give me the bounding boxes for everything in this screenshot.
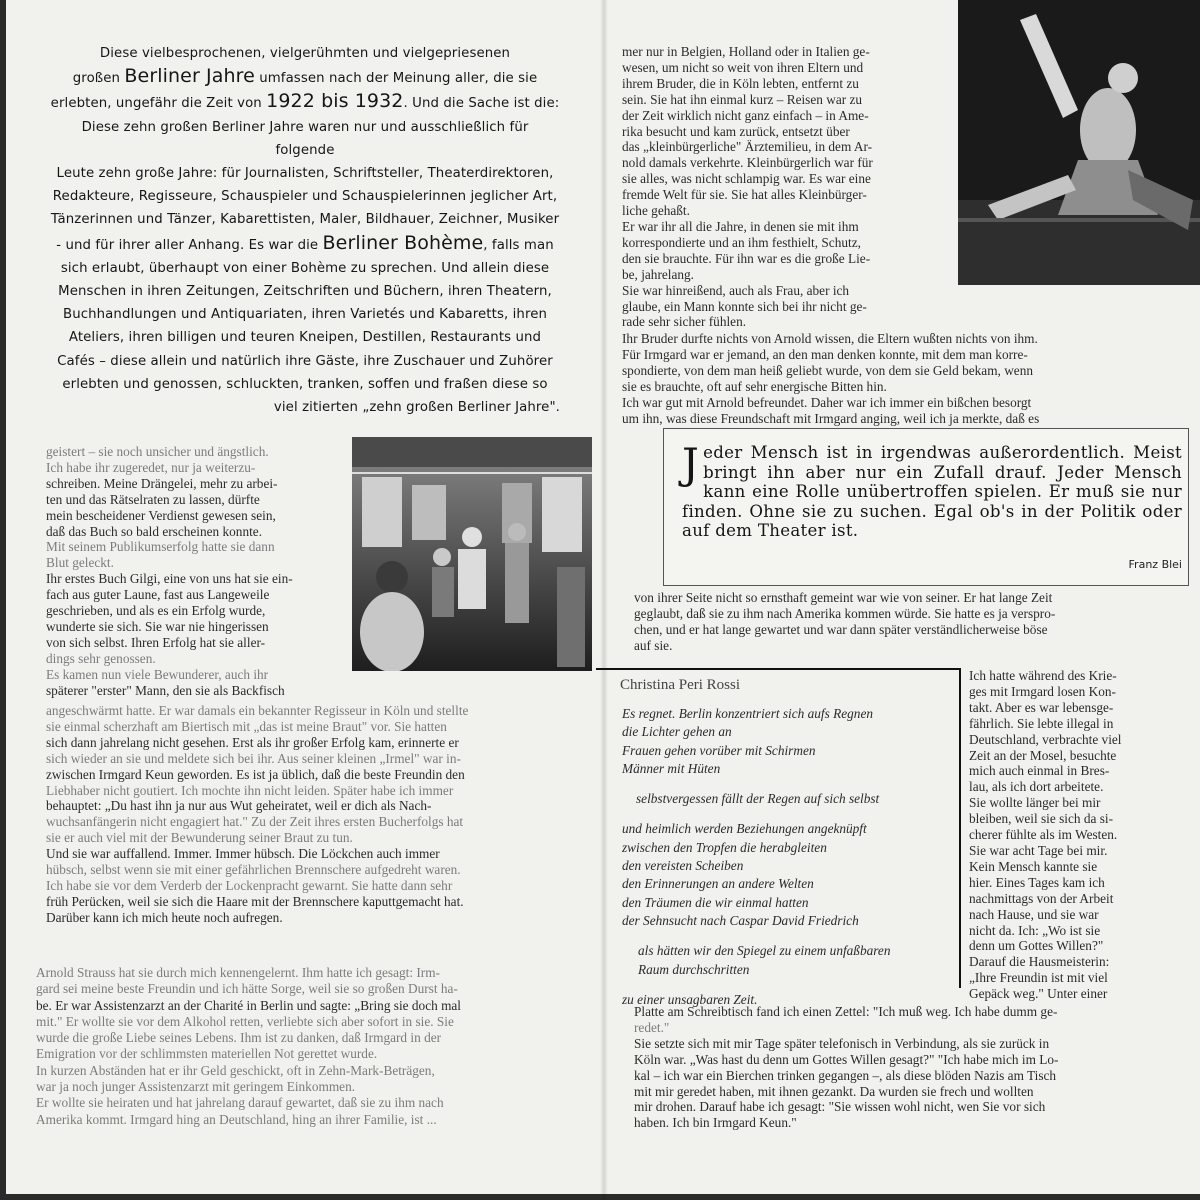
text-line: Kein Mensch kannte sie [969,858,1098,874]
text-line: lau, als ich dort arbeitete. [969,779,1104,795]
text-line: mit mir geredet haben, mit ihnen gezankt. Da wurden sie frech und wollten [634,1083,1034,1099]
text-line: der Zeit wirklich nicht ganz einfach – in Ame- [622,107,869,123]
poem-line: den vereisten Scheiben [622,858,744,874]
text-line: be, jahrelang. [622,266,694,282]
text-line: Darüber kann ich mich heute noch aufregen. [46,909,283,925]
quote-text: Jeder Mensch ist in irgendwas außerordentlich. Meist bringt ihn aber nur ein Zufall drauf. Jeder Mensch kann eine Rolle unübertroffen spielen. Er muß sie nur finden. Ohne sie zu suchen. Egal ob's in der Politik oder auf dem Theater ist. [682,439,1182,541]
text-line: cherer fühlte als im Westen. [969,827,1118,843]
text-line: Deutschland, verbrachte viel [969,731,1122,747]
text-line: Gepäck weg." Unter einer [969,986,1108,1002]
text-line: wunderte sie sich. Sie war nie hingerissen [46,618,269,634]
left-column-middle [46,703,586,926]
text-line: redet." [634,1019,670,1035]
text-line: sie einmal scherzhaft am Biertisch mit „das ist meine Braut" vor. Sie hatten [46,718,447,734]
text-line: dings sehr genossen. [46,650,156,666]
tram-photo-art [352,437,592,671]
text-line: Arnold Strauss hat sie durch mich kennengelernt. Ihm hatte ich gesagt: Irm- [36,965,440,980]
text-line: haben. Ich bin Irmgard Keun." [634,1115,797,1131]
text-line: sich wieder an sie und meldete sich bei ihr. Aus seiner kleinen „Irmel" war in- [46,750,461,766]
right-column-bottom [634,1004,1164,1131]
quote-initial: J [682,439,700,488]
page-fold [600,0,608,1200]
text-line: korrespondierte und an ihm festhielt, Schutz, [622,234,861,250]
quote-author: Franz Blei [1128,558,1182,571]
text-line: chen, und er hat lange gewartet und war dann später verständlicherweise böse [634,621,1048,637]
poem-line: Frauen gehen vorüber mit Schirmen [622,742,816,758]
headline-line: Diese zehn großen Berliner Jahre waren nur und ausschließlich für folgende [81,119,529,158]
poem-line: selbstvergessen fällt der Regen auf sich selbst [636,791,880,807]
left-column-top [46,444,342,699]
text-line: Er wollte sie heiraten und hat jahrelang darauf gewartet, daß sie zu ihm nach [36,1095,444,1111]
text-line: geistert – sie noch unsicher und ängstlich. [46,444,269,459]
headline-line: Leute zehn große Jahre: für Journalisten, Schriftsteller, Theaterdirektoren, [56,166,554,182]
text-line: schreiben. Meine Drängelei, mehr zu arbei- [46,475,278,491]
text-line: Es kamen nun viele Bewunderer, auch ihr [46,666,269,682]
text-line: zwischen Irmgard Keun geworden. Es ist ja üblich, daß die beste Freundin den [46,766,465,782]
poem-line: und heimlich werden Beziehungen angeknüpft [622,821,867,837]
quote-box [663,428,1189,586]
headline-line: sich erlaubt, überhaupt von einer Bohème zu sprechen. Und allein diese [60,260,550,276]
headline-line: erlebten und genossen, schluckten, tranken, soffen und fraßen diese so [62,376,548,392]
text-line: sich dann jahrelang nicht gesehen. Erst als ihr großer Erfolg kam, erinnerte er [46,734,459,750]
text-line: behauptet: „Du hast ihn ja nur aus Wut geheiratet, weil er dich als Nach- [46,798,432,814]
text-line: mein bescheidener Verdienst gewesen sein, [46,507,276,523]
text-line: Ich war gut mit Arnold befreundet. Daher war ich immer ein bißchen besorgt [622,394,1032,410]
text-line: wesen, um nicht so weit von ihren Eltern und [622,59,864,75]
text-line: Sie wollte länger bei mir [969,795,1101,811]
poem-line: der Sehnsucht nach Caspar David Friedrich [622,912,859,928]
text-line: Mit seinem Publikumserfolg hatte sie dann [46,539,275,555]
text-line: um ihn, was diese Freundschaft mit Irmgard anging, weil ich ja merkte, daß es [622,410,1040,426]
text-line: mir drohen. Darauf habe ich gesagt: "Sie wissen wohl nicht, wen Sie vor sich [634,1099,1046,1115]
poem-line: zu einer unsagbaren Zeit. [622,991,758,1007]
text-line: geglaubt, daß sie zu ihm nach Amerika kommen würde. Sie hatte es ja verspro- [634,605,1056,621]
text-line: Ich habe ihr zugeredet, nur ja weiterzu- [46,459,256,475]
dancer-photo [958,0,1200,285]
text-line: Ihr erstes Buch Gilgi, eine von uns hat sie ein- [46,571,293,587]
text-line: kal – ich war ein Bierchen trinken gegangen –, als diese blöden Nazis am Tisch [634,1067,1057,1083]
text-line: Ich habe sie vor dem Verderb der Lockenpracht gewarnt. Sie hatte dann sehr [46,877,453,893]
poem-line: als hätten wir den Spiegel zu einem unfaßbaren [638,943,891,959]
tram-photo [352,437,592,671]
text-line: das „kleinbürgerliche" Ärztemilieu, in dem Ar- [622,139,873,155]
text-line: Sie setzte sich mit mir Tage später telefonisch in Verbindung, als sie zurück in [634,1035,1050,1051]
text-line: ges mit Irmgard losen Kon- [969,683,1116,699]
poem-line: Es regnet. Berlin konzentriert sich aufs Regnen [622,706,873,721]
headline-line: Ateliers, ihren billigen und teuren Kneipen, Destillen, Restaurants und [68,330,542,346]
left-column-bottom [36,965,588,1128]
text-line: sie es brauchte, oft auf sehr energische Bitten hin. [622,378,887,394]
text-line: Ich hatte während des Krie- [969,668,1117,683]
poem-frame-top [596,668,960,670]
headline-line: viel zitierten „zehn großen Berliner Jahre". [273,400,560,416]
text-line: Darauf die Hausmeisterin: [969,954,1110,970]
text-line: sie alles, was nicht schlampig war. Es war eine [622,171,871,187]
text-line: mit." Er wollte sie vor dem Alkohol retten, verliebte sich aber sofort in sie. Sie [36,1013,454,1029]
text-line: daß das Buch so bald erscheinen konnte. [46,523,263,539]
text-line: Und sie war auffallend. Immer. Immer hübsch. Die Löckchen auch immer [46,846,440,862]
text-line: nachmittags von der Arbeit [969,890,1114,906]
right-column-wide [622,331,1162,426]
text-line: Ihr Bruder durfte nichts von Arnold wissen, die Eltern wußten nichts von ihm. [622,331,1038,346]
text-line: rika besucht und kam zurück, entsetzt über [622,123,850,139]
poem-line: Männer mit Hüten [622,760,721,776]
text-line: Liebhaber nicht goutiert. Ich mochte ihn nicht leiden. Später habe ich immer [46,782,454,798]
text-line: ihrem Bruder, die in Köln lebten, entfernt zu [622,75,859,91]
text-line: nach Hause, und sie war [969,906,1099,922]
text-line: glaube, ein Mann konnte sich bei ihr nicht ge- [622,298,867,314]
text-line: In kurzen Abständen hat er ihr Geld geschickt, oft in Zehn-Mark-Beträgen, [36,1062,435,1078]
highlight-boheme: Berliner Bohème [322,231,484,254]
text-line: mich auch einmal in Bres- [969,763,1110,779]
headline-line: Menschen in ihren Zeitungen, Zeitschriften und Büchern, ihren Theatern, [58,284,552,300]
text-line: rade sehr sicher fühlen. [622,314,747,330]
poem [622,705,962,1009]
text-line: be. Er war Assistenzarzt an der Charité in Berlin und sagte: „Bring sie doch mal [36,997,462,1013]
text-line: Er war ihr all die Jahre, in denen sie mit ihm [622,218,859,234]
text-line: Blut geleckt. [46,555,114,571]
text-line: Köln war. „Was hast du denn um Gottes Willen gesagt?" "Ich habe mich im Lo- [634,1051,1059,1067]
text-line: späterer "erster" Mann, den sie als Backfisch [46,682,285,698]
text-line: Für Irmgard war er jemand, an den man denken konnte, mit dem man korre- [622,346,1028,362]
text-line: takt. Aber es war lebensge- [969,699,1114,715]
text-line: bleiben, weil sie sich da si- [969,811,1114,827]
text-line: spondierte, von dem man heiß geliebt wurde, von dem sie Geld bekam, wenn [622,362,1033,378]
headline-line: großen Berliner Jahre umfassen nach der Meinung aller, die sie [72,65,538,88]
headline-line: Tänzerinnen und Tänzer, Kabarettisten, Maler, Bildhauer, Zeichner, Musiker [50,212,560,228]
text-line: nold damals verkehrte. Kleinbürgerlich war für [622,155,873,171]
text-line: fremde Welt für sie. Sie hat alles Kleinbürger- [622,187,867,203]
headline-line: erlebten, ungefähr die Zeit von 1922 bis 1932. Und die Sache ist die: [50,90,560,113]
highlight-berliner-jahre: Berliner Jahre [124,65,255,88]
right-column-after-quote [634,590,1158,654]
right-column-top [622,44,952,330]
text-line: liche gehaßt. [622,203,690,219]
text-line: mer nur in Belgien, Holland oder in Italien ge- [622,44,870,59]
text-line: Sie war acht Tage bei mir. [969,842,1108,858]
text-line: von ihrer Seite nicht so ernsthaft gemeint war wie von seiner. Er hat lange Zeit [634,590,1053,605]
text-line: nicht da. Ich: „Wo ist sie [969,922,1101,938]
text-line: „Ihre Freundin ist mit viel [969,970,1108,986]
intro-headline [50,42,560,419]
right-column-narrow [969,668,1163,1002]
poem-line: den Träumen die wir einmal hatten [622,894,809,910]
headline-line: Redakteure, Regisseure, Schauspieler und Schauspielerinnen jeglicher Art, [52,189,558,205]
text-line: früh Perücken, weil sie sich die Haare mit der Brennschere kaputtgemacht hat. [46,893,464,909]
headline-line: Buchhandlungen und Antiquariaten, ihren Varietés und Kabaretts, ihren [62,307,548,323]
poem-line: den Erinnerungen an andere Welten [622,876,814,892]
text-line: Zeit an der Mosel, besuchte [969,747,1117,763]
text-line: ten und das Rätselraten zu lassen, dürfte [46,491,260,507]
text-line: war ja noch junger Assistenzarzt mit geringem Einkommen. [36,1079,356,1095]
text-line: fährlich. Sie lebte illegal in [969,715,1114,731]
headline-line: - und für ihrer aller Anhang. Es war die Berliner Bohème, falls man [56,231,554,254]
text-line: wuchsanfängerin nicht engagiert hat." Zu der Zeit ihres ersten Bucherfolgs hat [46,814,464,830]
text-line: gard sei meine beste Freundin und ich hätte Sorge, weil sie so großen Durst ha- [36,981,458,997]
highlight-years: 1922 bis 1932 [266,90,404,113]
frame-left [0,0,6,1200]
text-line: denn um Gottes Willen?" [969,938,1104,954]
text-line: Emigration vor der schlimmsten materiellen Not gerettet wurde. [36,1046,378,1062]
headline-line: Cafés – diese allein und natürlich ihre Gäste, ihre Zuschauer und Zuhörer [57,353,553,369]
text-line: hübsch, selbst wenn sie mit einer gefährlichen Brennschere aufgedreht waren. [46,862,461,878]
poem-line: zwischen den Tropfen die herabgleiten [622,839,827,855]
poem-line: die Lichter gehen an [622,724,732,740]
text-line: auf sie. [634,637,673,653]
poem-line: Raum durchschritten [638,961,750,977]
text-line: sein. Sie hat ihn einmal kurz – Reisen war zu [622,91,863,107]
text-line: sie er auch viel mit der Bewunderung seiner Braut zu tun. [46,830,353,846]
text-line: Sie war hinreißend, auch als Frau, aber ich [622,282,850,298]
text-line: geschrieben, und als es ein Erfolg wurde, [46,603,266,619]
text-line: angeschwärmt hatte. Er war damals ein bekannter Regisseur in Köln und stellte [46,703,469,718]
text-line: fach aus guter Laune, fast aus Langeweile [46,587,270,603]
text-line: wurde die große Liebe seines Lebens. Ihm ist zu danken, daß Irmgard in der [36,1030,442,1046]
text-line: von sich selbst. Ihren Erfolg hat sie aller- [46,634,266,650]
text-line: hier. Eines Tages kam ich [969,874,1105,890]
text-line: Platte am Schreibtisch fand ich einen Zettel: "Ich muß weg. Ich habe dumm ge- [634,1004,1058,1019]
dancer-photo-art [958,0,1200,285]
headline-line: Diese vielbesprochenen, vielgerühmten und vielgepriesenen [99,46,511,61]
text-line: den sie brauchte. Für ihn war es die große Lie- [622,250,871,266]
poem-author: Christina Peri Rossi [620,677,741,693]
text-line: Amerika kommt. Irmgard hing an Deutschland, hing an ihrer Familie, ist ... [36,1111,437,1127]
